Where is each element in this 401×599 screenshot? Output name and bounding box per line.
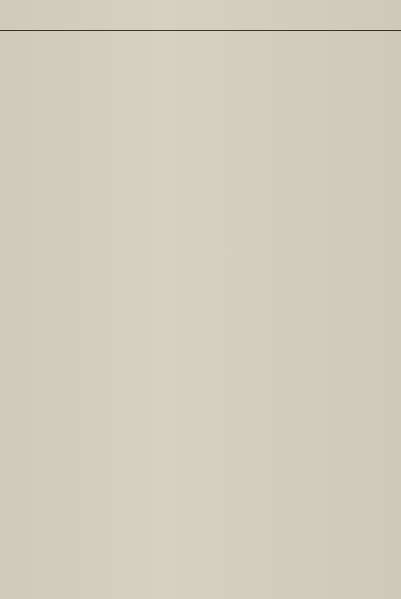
header-rule bbox=[0, 30, 401, 31]
body-text bbox=[12, 34, 380, 46]
